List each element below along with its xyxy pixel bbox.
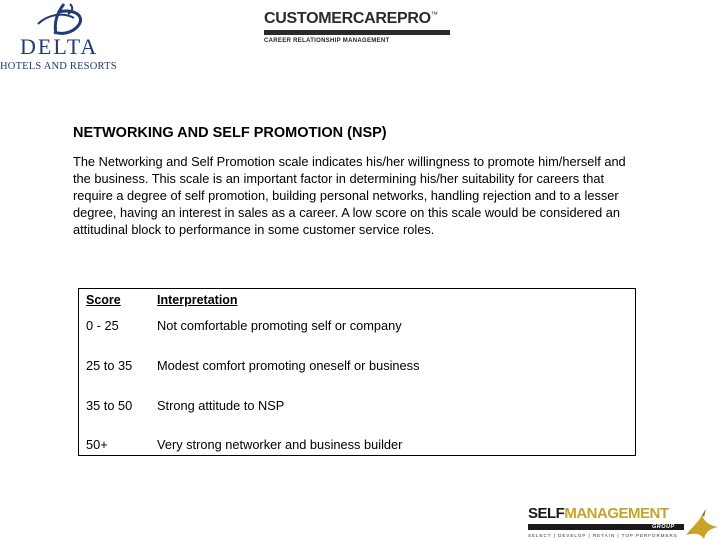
customercarepro-logo: [264, 10, 464, 50]
ccp-word-pro: PRO: [397, 10, 431, 27]
ccp-word-care: CARE: [352, 10, 398, 27]
scale-description: The Networking and Self Promotion scale indicates his/her willingness to promote him/herself and the business. This scale is an important factor in determining his/her suitability for careers that require a degree of self promotion, building personal networks, handling rejection and to a lesser degree, having an interest in sales as a career. A low score on this scale would be considered an attitudinal block to performance in some customer service roles.: [73, 154, 626, 237]
delta-d-mark-icon: [34, 2, 90, 38]
interpretation-cell: Not comfortable promoting self or company: [157, 318, 402, 333]
smg-word-management: MANAGEMENT: [564, 505, 669, 522]
customercarepro-wordmark: [264, 10, 438, 28]
ccp-tagline: CAREER RELATIONSHIP MANAGEMENT: [264, 38, 390, 44]
smg-wordmark: [528, 505, 669, 522]
score-cell: 35 to 50: [86, 398, 133, 413]
delta-brand-subtitle: HOTELS AND RESORTS: [0, 61, 117, 72]
interpretation-cell: Very strong networker and business builder: [157, 437, 403, 452]
smg-tagline: SELECT | DEVELOP | RETAIN | TOP PERFORMERS: [528, 533, 678, 538]
ccp-trademark: ™: [430, 11, 438, 19]
delta-brand-name: DELTA: [20, 34, 99, 59]
page-heading: NETWORKING AND SELF PROMOTION (NSP): [73, 125, 387, 141]
score-cell: 25 to 35: [86, 358, 133, 373]
interpretation-cell: Modest comfort promoting oneself or business: [157, 358, 420, 373]
score-cell: 50+: [86, 437, 108, 452]
ccp-word-customer: CUSTOMER: [264, 10, 353, 27]
score-cell: 0 - 25: [86, 318, 119, 333]
interpretation-cell: Strong attitude to NSP: [157, 398, 285, 413]
delta-logo: [0, 0, 130, 76]
smg-word-self: SELF: [528, 505, 565, 522]
ccp-underline-bar: [264, 30, 450, 35]
smg-group-label: GROUP: [652, 524, 675, 530]
score-interpretation-table: [78, 288, 636, 456]
eagle-icon: [684, 505, 720, 540]
column-header-interpretation: Interpretation: [157, 293, 238, 307]
column-header-score: Score: [86, 293, 121, 307]
self-management-group-logo: [528, 505, 720, 540]
